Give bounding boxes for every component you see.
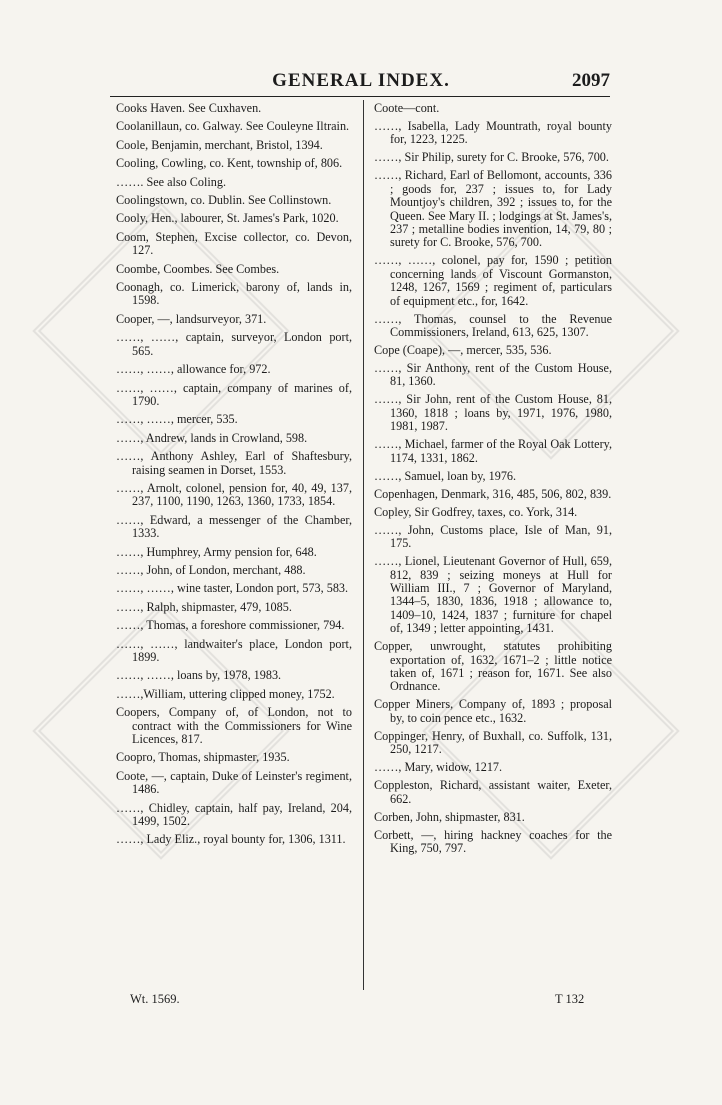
index-entry: Coote—cont.	[374, 101, 440, 115]
index-entry: Copper, unwrought, statutes prohibiting exportation of, 1632, 1671–2 ; little notice taken of, 1671 ; reason for, 1671. See also Ordnance.	[374, 639, 612, 694]
index-entry: ……, John, of London, merchant, 488.	[116, 562, 306, 577]
index-entry: ……. See also Coling.	[116, 174, 227, 189]
index-entry: ……,William, uttering clipped money, 1752.	[116, 686, 335, 701]
index-entry: ……, Thomas, counsel to the Revenue Commissioners, Ireland, 613, 625, 1307.	[374, 311, 612, 340]
index-entry: ……, ……, allowance for, 972.	[116, 362, 271, 377]
index-entry: ……, Sir Philip, surety for C. Brooke, 576, 700.	[374, 150, 609, 165]
index-entry: ……, Mary, widow, 1217.	[374, 760, 503, 775]
header-rule	[110, 96, 610, 97]
index-entry: Cooly, Hen., labourer, St. James's Park, 1020.	[116, 211, 339, 226]
index-entry: ……, Andrew, lands in Crowland, 598.	[116, 430, 308, 445]
index-entry: Coolingstown, co. Dublin. See Collinstown.	[116, 193, 332, 208]
index-entry: ……, Michael, farmer of the Royal Oak Lottery, 1174, 1331, 1862.	[374, 437, 612, 465]
index-entry: ……, ……, colonel, pay for, 1590 ; petition concerning lands of Viscount Gormanston, 1248, 1267, 1569 ; regiment of, particulars of equipment etc., for, 1642.	[374, 253, 612, 308]
index-entry: Copley, Sir Godfrey, taxes, co. York, 314.	[374, 504, 578, 519]
index-entry: ……, Ralph, shipmaster, 479, 1085.	[116, 599, 292, 614]
index-entry: Corben, John, shipmaster, 831.	[374, 809, 525, 824]
index-entry: ……, Lionel, Lieutenant Governor of Hull, 659, 812, 839 ; seizing moneys at Hull for William III., 7 ; Governor of Maryland, 1344–5, 1830, 1836, 1918 ; allowance to, 1409–10, 1424, 1837 ; furniture for chapel of, 1349 ; letter appointing, 1431.	[374, 554, 612, 636]
index-entry: ……, Richard, Earl of Bellomont, accounts, 336 ; goods for, 237 ; issues to, for Lady Mountjoy's children, 392 ; issues to, for the Queen. See Mary II. ; lodgings at St. James's, 237 ; metalline bodies invention, 14, 79, 80 ; surety for C. Brooke, 576, 700.	[374, 168, 612, 250]
index-entry: Cooling, Cowling, co. Kent, township of, 806.	[116, 156, 343, 171]
index-entry: ……, Humphrey, Army pension for, 648.	[116, 544, 317, 559]
index-entry: Copper Miners, Company of, 1893 ; proposal by, to coin pence etc., 1632.	[374, 697, 612, 725]
index-entry: ……, ……, wine taster, London port, 573, 583.	[116, 581, 349, 596]
index-entry: Cooks Haven. See Cuxhaven.	[116, 101, 262, 115]
index-entry: Coopro, Thomas, shipmaster, 1935.	[116, 750, 290, 765]
index-entry: ……, Lady Eliz., royal bounty for, 1306, 1311.	[116, 832, 346, 847]
index-entry: ……, Arnolt, colonel, pension for, 40, 49, 137, 237, 1100, 1190, 1263, 1360, 1733, 1854.	[116, 480, 352, 509]
footer-print-mark: Wt. 1569.	[130, 992, 180, 1006]
index-entry: ……, Anthony Ashley, Earl of Shaftesbury, raising seamen in Dorset, 1553.	[116, 449, 352, 477]
index-entry: ……, ……, loans by, 1978, 1983.	[116, 668, 282, 683]
index-entry: Coppinger, Henry, of Buxhall, co. Suffolk, 131, 250, 1217.	[374, 728, 612, 757]
index-entry: ……, Sir Anthony, rent of the Custom House, 81, 1360.	[374, 361, 612, 389]
index-entry: Copenhagen, Denmark, 316, 485, 506, 802, 839.	[374, 486, 612, 501]
index-entry: ……, ……, captain, company of marines of, 1790.	[116, 380, 352, 408]
index-entry: ……, ……, mercer, 535.	[116, 412, 238, 427]
index-entry: ……, John, Customs place, Isle of Man, 91, 175.	[374, 522, 612, 551]
index-entry: ……, Sir John, rent of the Custom House, 81, 1360, 1818 ; loans by, 1971, 1976, 1980, 1981, 1987.	[374, 392, 612, 434]
footer-signature: T 132	[555, 992, 585, 1006]
index-entry: Coote, —, captain, Duke of Leinster's regiment, 1486.	[116, 768, 352, 797]
page-number: 2097	[572, 70, 610, 91]
index-entry: Coole, Benjamin, merchant, Bristol, 1394.	[116, 137, 323, 152]
index-entry: ……, Chidley, captain, half pay, Ireland, 204, 1499, 1502.	[116, 800, 352, 829]
left-column	[116, 102, 352, 852]
page-title: GENERAL INDEX.	[272, 70, 450, 91]
column-divider	[363, 100, 364, 990]
index-entry: ……, Edward, a messenger of the Chamber, 1333.	[116, 512, 352, 541]
index-entry: ……, Thomas, a foreshore commissioner, 794.	[116, 618, 345, 633]
index-entry: ……, ……, landwaiter's place, London port, 1899.	[116, 636, 352, 664]
index-entry: ……, Samuel, loan by, 1976.	[374, 468, 517, 483]
index-entry: Coopers, Company of, of London, not to contract with the Commissioners for Wine Licences, 817.	[116, 705, 352, 747]
index-entry: Coom, Stephen, Excise collector, co. Devon, 127.	[116, 229, 352, 258]
index-entry: Cooper, —, landsurveyor, 371.	[116, 311, 267, 326]
index-entry: Cope (Coape), —, mercer, 535, 536.	[374, 343, 552, 358]
index-entry: Coonagh, co. Limerick, barony of, lands in, 1598.	[116, 280, 352, 308]
index-entry: Coolanillaun, co. Galway. See Couleyne Iltrain.	[116, 119, 350, 134]
index-entry: ……, ……, captain, surveyor, London port, 565.	[116, 330, 352, 358]
index-entry: Corbett, —, hiring hackney coaches for the King, 750, 797.	[374, 827, 612, 855]
index-entry: Coombe, Coombes. See Combes.	[116, 261, 280, 276]
right-column	[374, 102, 612, 860]
index-entry: Coppleston, Richard, assistant waiter, Exeter, 662.	[374, 778, 612, 806]
index-entry: ……, Isabella, Lady Mountrath, royal bounty for, 1223, 1225.	[374, 119, 612, 147]
